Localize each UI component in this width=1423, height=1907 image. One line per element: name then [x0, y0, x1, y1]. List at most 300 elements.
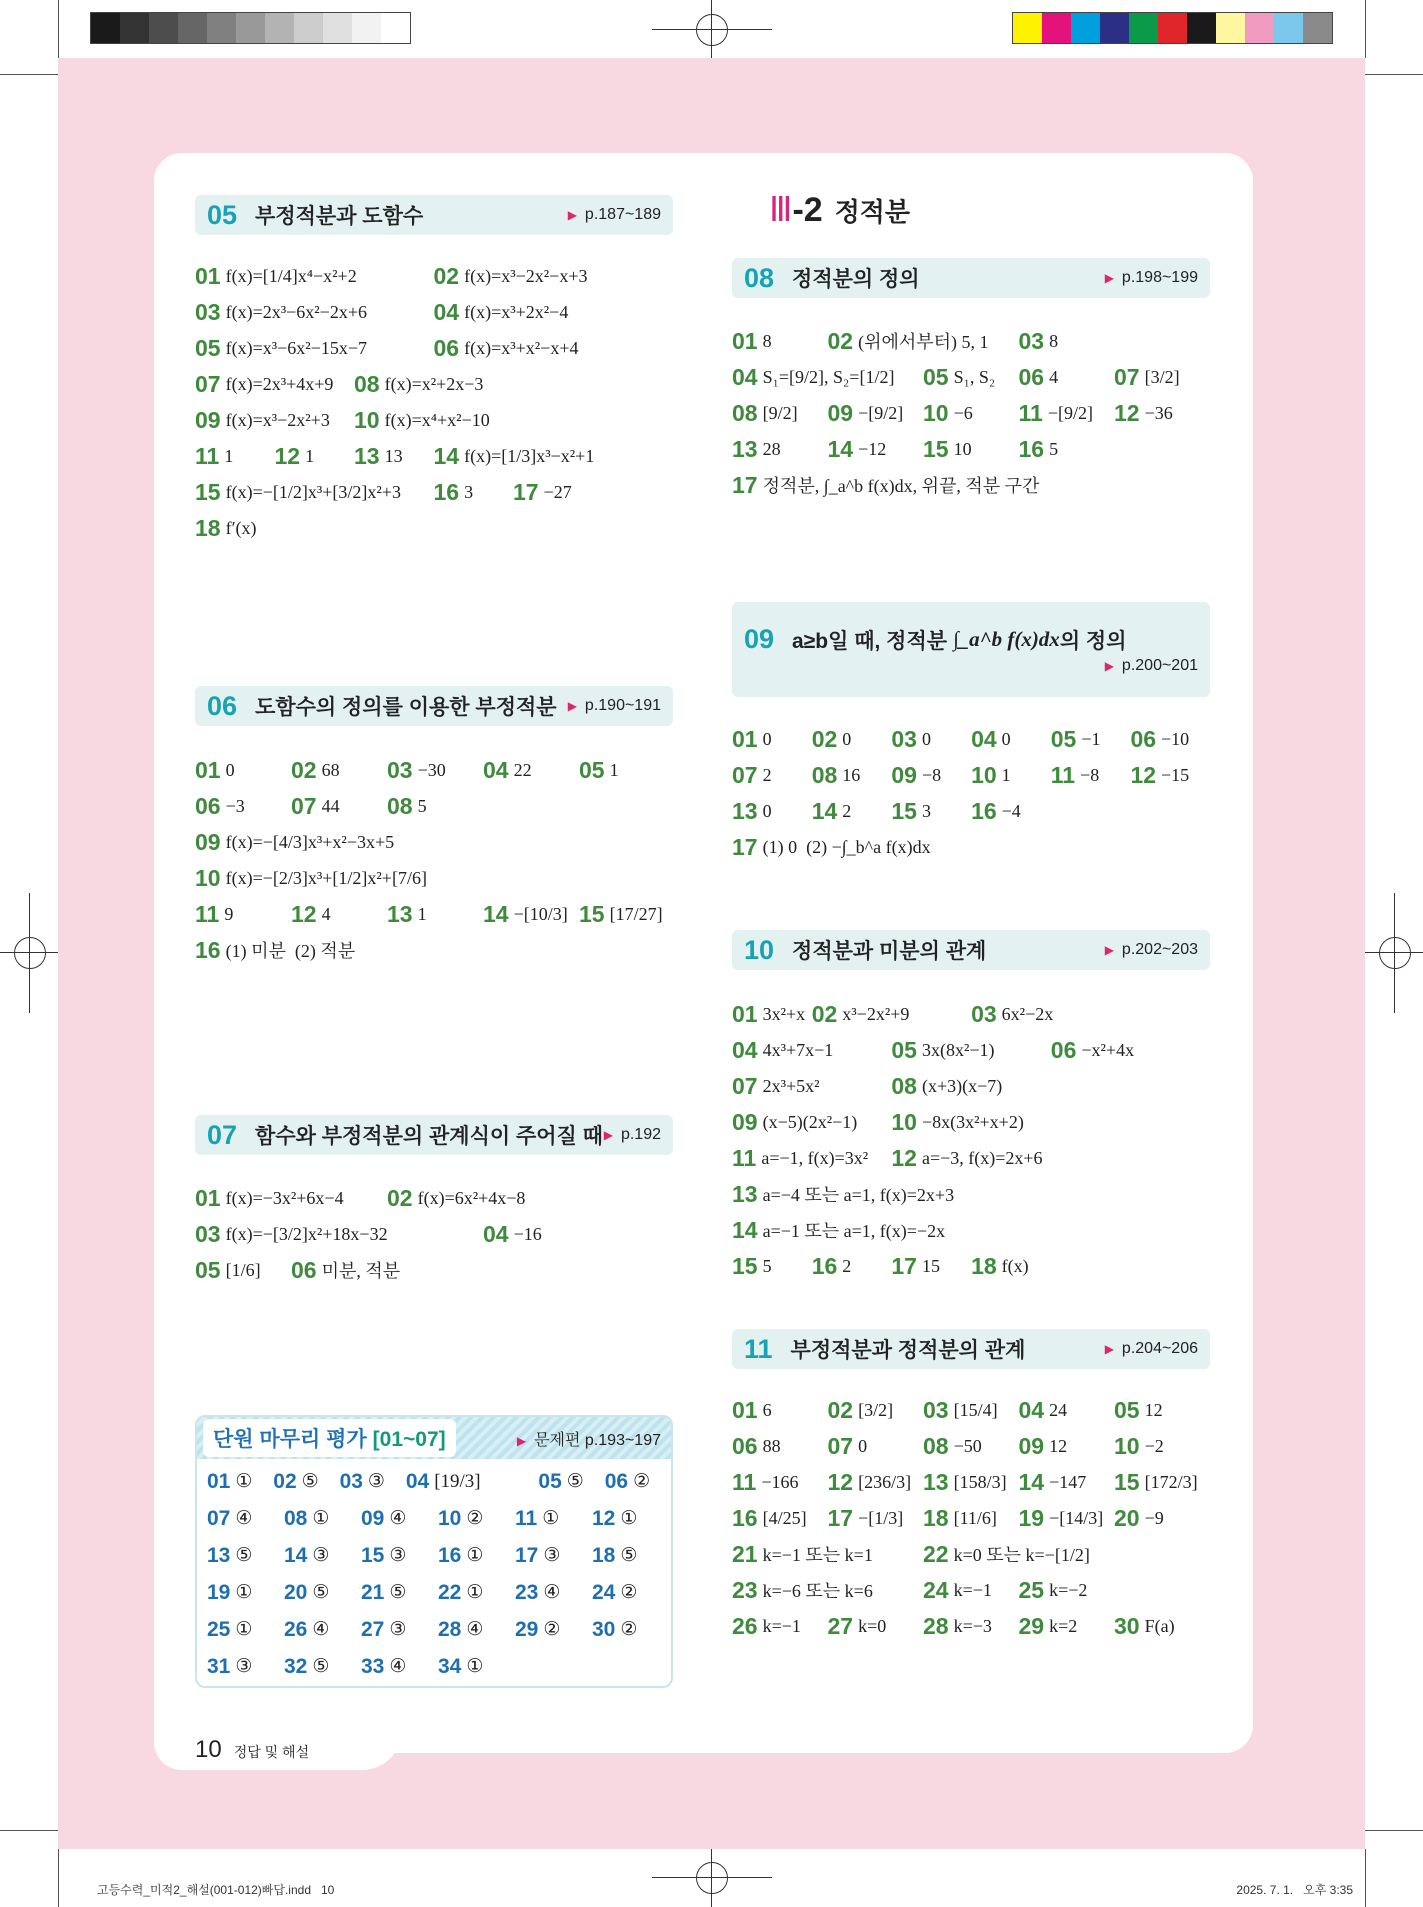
question-number: 09 — [891, 761, 917, 788]
answer-row — [207, 1611, 671, 1648]
question-number: 04 — [971, 725, 997, 752]
page-number: 10 — [195, 1736, 222, 1763]
page-range: p.200~201 — [1121, 657, 1198, 674]
answer-value: S₁, S₂ — [953, 366, 996, 387]
question-number: 11 — [1050, 761, 1076, 788]
question-number: 03 — [1018, 327, 1045, 354]
answer-value: −15 — [1161, 764, 1190, 785]
question-number: 13 — [732, 1180, 758, 1207]
answer-item — [828, 1469, 924, 1496]
question-number: 18 — [971, 1252, 997, 1279]
answer-value: −8 — [921, 764, 942, 785]
question-number: 14 — [483, 900, 509, 927]
answer-value: f(x)=2x³+4x+9 — [225, 373, 334, 394]
section-header-09 — [732, 602, 1210, 697]
answers-07 — [195, 1180, 579, 1288]
answer-value: (1) 미분 (2) 적분 — [225, 941, 356, 961]
answer-row — [207, 1574, 671, 1611]
answer-value: 4x³+7x−1 — [762, 1039, 834, 1060]
color-swatch — [120, 13, 149, 43]
registration-line — [711, 0, 712, 58]
triangle-right-icon: ▶ — [516, 1433, 527, 1448]
answer-value: ④ — [389, 1656, 407, 1677]
question-number: 04 — [732, 363, 758, 390]
answer-row — [732, 431, 1210, 467]
answer-item — [291, 793, 387, 820]
answer-item — [434, 443, 673, 470]
question-number: 28 — [438, 1617, 462, 1641]
section-title: 함수와 부정적분의 관계식이 주어질 때 — [255, 1125, 603, 1148]
answer-row — [195, 510, 672, 546]
question-number: 08 — [923, 1432, 949, 1459]
answer-item — [923, 1469, 1019, 1496]
answer-item — [732, 1613, 828, 1640]
section-title-prefix: a≥b일 때, 정적분 — [792, 629, 953, 653]
answer-value: a=−3, f(x)=2x+6 — [921, 1147, 1043, 1168]
question-number: 04 — [483, 1220, 509, 1247]
question-number: 02 — [273, 1469, 297, 1493]
answer-row — [195, 896, 675, 932]
question-number: 21 — [361, 1580, 385, 1604]
question-number: 07 — [827, 1432, 854, 1459]
question-number: 05 — [195, 1256, 221, 1283]
answer-value: f(x)=−[4/3]x³+x²−3x+5 — [225, 831, 395, 852]
question-number: 11 — [1018, 399, 1043, 426]
answer-row — [732, 757, 1210, 793]
answer-item — [592, 1581, 669, 1605]
answer-item — [732, 798, 812, 825]
answer-item — [195, 757, 291, 784]
answer-value: 0 — [858, 1435, 868, 1456]
answer-row — [195, 438, 672, 474]
answer-row — [732, 1464, 1210, 1500]
answer-item — [387, 757, 483, 784]
answer-value: −27 — [543, 481, 572, 502]
question-number: 09 — [361, 1506, 385, 1530]
answer-item — [732, 1253, 812, 1280]
answer-value: f(x)=−[2/3]x³+[1/2]x²+[7/6] — [225, 867, 427, 888]
answer-value: [172/3] — [1144, 1471, 1198, 1492]
question-number: 16 — [1018, 435, 1045, 462]
question-number: 02 — [827, 327, 854, 354]
answer-value: 0 — [1001, 728, 1011, 749]
answer-value: ③ — [543, 1545, 561, 1566]
answer-value: x³−2x²+9 — [842, 1003, 910, 1024]
question-number: 16 — [433, 478, 460, 505]
answer-value: 0 — [762, 728, 772, 749]
answer-item — [207, 1581, 284, 1605]
answer-value: f(x)=6x²+4x−8 — [417, 1187, 526, 1208]
answer-item — [195, 937, 387, 964]
answer-item — [592, 1507, 669, 1531]
answer-item — [195, 865, 483, 892]
answer-value: f(x)=x³−2x²−x+3 — [464, 265, 588, 286]
question-number: 22 — [438, 1580, 462, 1604]
question-number: 17 — [732, 833, 758, 860]
answer-value: f(x)=x²+2x−3 — [384, 373, 484, 394]
section-header-06 — [195, 686, 673, 726]
page-range: p.198~199 — [1121, 269, 1198, 286]
question-number: 11 — [732, 1468, 757, 1495]
answer-item — [1019, 1469, 1115, 1496]
registration-mark-icon — [14, 937, 46, 969]
question-number: 03 — [891, 725, 917, 752]
answer-value: 16 — [842, 764, 861, 785]
answer-item — [732, 1505, 828, 1532]
answer-item — [1130, 726, 1210, 753]
answer-item — [207, 1470, 273, 1494]
answer-row — [195, 752, 675, 788]
answer-value: 28 — [762, 438, 781, 459]
answer-item — [195, 829, 483, 856]
answer-value: k=−1 — [953, 1579, 992, 1600]
question-number: 25 — [1018, 1576, 1045, 1603]
answer-item — [438, 1581, 515, 1605]
answer-value: [1/6] — [225, 1259, 261, 1280]
question-number: 08 — [811, 761, 838, 788]
answer-row — [732, 1536, 1210, 1572]
answer-item — [483, 901, 579, 928]
answer-value: −[10/3] — [513, 903, 568, 924]
question-number: 16 — [971, 797, 997, 824]
answer-item — [592, 1618, 669, 1642]
question-number: 20 — [1114, 1504, 1140, 1531]
answer-row — [195, 330, 672, 366]
color-swatch — [381, 13, 410, 43]
answer-value: ① — [466, 1545, 484, 1566]
question-number: 08 — [354, 370, 380, 397]
answer-item — [1019, 436, 1115, 463]
answer-value: 4 — [1049, 366, 1059, 387]
answer-value: −166 — [761, 1471, 799, 1492]
question-number: 04 — [732, 1036, 758, 1063]
answer-item — [361, 1581, 438, 1605]
color-swatch — [149, 13, 178, 43]
answer-value: ⑤ — [389, 1582, 407, 1603]
answer-item — [1019, 364, 1115, 391]
triangle-right-icon: ▶ — [1104, 271, 1114, 285]
question-number: 09 — [827, 399, 854, 426]
answer-item — [406, 1470, 539, 1494]
answer-row — [195, 932, 675, 968]
crop-mark — [58, 0, 59, 58]
chapter-name: 정적분 — [834, 197, 911, 227]
question-number: 17 — [827, 1504, 854, 1531]
question-number: 07 — [1114, 363, 1140, 390]
answer-value: k=0 — [858, 1615, 887, 1636]
color-swatch — [1274, 13, 1303, 43]
question-number: 34 — [438, 1654, 462, 1678]
answer-value: [19/3] — [434, 1470, 481, 1492]
question-number: 11 — [195, 442, 220, 469]
answer-value: 68 — [321, 759, 340, 780]
answer-item — [732, 1001, 812, 1028]
answer-item — [1019, 1397, 1115, 1424]
answer-item — [195, 1185, 387, 1212]
question-number: 05 — [538, 1469, 562, 1493]
question-number: 15 — [923, 435, 949, 462]
answer-row — [732, 996, 1210, 1032]
color-swatch — [1245, 13, 1274, 43]
answer-item — [828, 436, 924, 463]
answer-item — [284, 1507, 361, 1531]
page-range: p.202~203 — [1121, 941, 1198, 958]
answer-item — [207, 1507, 284, 1531]
answer-row — [195, 402, 672, 438]
question-number: 11 — [195, 900, 220, 927]
crop-mark — [58, 1849, 59, 1907]
crop-mark — [1365, 0, 1366, 58]
answer-item — [828, 1397, 924, 1424]
answer-item — [891, 1145, 1050, 1172]
answer-item — [732, 436, 828, 463]
question-number: 25 — [207, 1617, 231, 1641]
question-number: 14 — [433, 442, 460, 469]
answer-item — [923, 364, 1019, 391]
answer-item — [971, 1001, 1130, 1028]
answer-item — [732, 1577, 923, 1604]
answer-row — [732, 1176, 1210, 1212]
answer-item — [1114, 1613, 1210, 1640]
question-number: 12 — [1114, 399, 1140, 426]
answer-value: 8 — [1049, 330, 1059, 351]
question-number: 03 — [971, 1000, 997, 1027]
question-number: 10 — [438, 1506, 462, 1530]
answer-item — [1019, 1613, 1115, 1640]
question-number: 07 — [291, 792, 317, 819]
answer-item — [579, 757, 675, 784]
answer-value: 3 — [464, 481, 474, 502]
question-number: 01 — [732, 1396, 758, 1423]
section-number: 08 — [744, 262, 775, 293]
answer-value: 8 — [762, 330, 772, 351]
answer-value: f(x)=x³−6x²−15x−7 — [225, 337, 367, 358]
question-number: 21 — [732, 1540, 758, 1567]
answer-value: f(x)=−3x²+6x−4 — [225, 1187, 344, 1208]
question-number: 03 — [387, 756, 413, 783]
color-swatch — [1303, 13, 1332, 43]
answer-row — [732, 1248, 1210, 1284]
question-number: 07 — [207, 1506, 231, 1530]
answer-item — [195, 299, 434, 326]
question-number: 04 — [1018, 1396, 1045, 1423]
answer-value: 1 — [417, 903, 427, 924]
question-number: 17 — [732, 471, 758, 498]
answer-item — [891, 1109, 1050, 1136]
question-number: 07 — [732, 1072, 758, 1099]
page-range: p.190~191 — [584, 697, 661, 714]
answer-value: 5 — [417, 795, 427, 816]
color-swatch — [91, 13, 120, 43]
answer-value: −147 — [1049, 1471, 1087, 1492]
answer-value: 1 — [609, 759, 619, 780]
answer-item — [483, 1221, 579, 1248]
question-number: 03 — [195, 298, 221, 325]
question-number: 02 — [433, 262, 460, 289]
answer-value: 22 — [513, 759, 532, 780]
answer-value: (위에서부터) 5, 1 — [858, 332, 989, 352]
question-number: 03 — [923, 1396, 949, 1423]
question-number: 06 — [1018, 363, 1045, 390]
answers-05 — [195, 258, 672, 546]
answer-row — [732, 323, 1210, 359]
answer-item — [538, 1470, 604, 1494]
answer-row — [732, 1572, 1210, 1608]
question-number: 03 — [195, 1220, 221, 1247]
answer-value: f(x)=x³+x²−x+4 — [464, 337, 579, 358]
registration-line — [711, 1849, 712, 1907]
answer-row — [732, 793, 1210, 829]
answer-value: −1 — [1081, 728, 1101, 749]
answer-value: f(x)=[1/4]x⁴−x²+2 — [225, 265, 357, 286]
answer-item — [1114, 1505, 1210, 1532]
answer-value: a=−4 또는 a=1, f(x)=2x+3 — [762, 1185, 955, 1205]
answer-value: ③ — [389, 1545, 407, 1566]
answer-row — [732, 1068, 1210, 1104]
answer-item — [732, 400, 828, 427]
answer-value: ③ — [389, 1619, 407, 1640]
answer-row — [207, 1500, 671, 1537]
question-number: 14 — [732, 1216, 758, 1243]
page-reference — [568, 697, 661, 715]
answer-value: −16 — [513, 1223, 542, 1244]
answer-value: 2x³+5x² — [762, 1075, 820, 1096]
section-number: 05 — [207, 199, 238, 230]
section-number: 09 — [744, 624, 775, 654]
question-number: 10 — [195, 864, 221, 891]
question-number: 17 — [513, 478, 539, 505]
question-number: 05 — [195, 334, 221, 361]
answer-item — [434, 263, 593, 290]
answer-item — [284, 1655, 361, 1679]
question-number: 08 — [387, 792, 413, 819]
answer-value: 1 — [1001, 764, 1011, 785]
answer-row — [195, 294, 672, 330]
question-number: 12 — [592, 1506, 616, 1530]
question-number: 09 — [1018, 1432, 1045, 1459]
answer-item — [195, 793, 291, 820]
question-number: 06 — [1130, 725, 1157, 752]
answer-item — [207, 1655, 284, 1679]
question-number: 26 — [732, 1612, 758, 1639]
registration-line — [29, 893, 30, 1013]
answer-value: ① — [235, 1582, 253, 1603]
question-number: 15 — [891, 797, 917, 824]
answer-value: f(x)=[1/3]x³−x²+1 — [464, 445, 595, 466]
answer-value: ⑤ — [566, 1471, 584, 1492]
chapter-number: -2 — [792, 191, 823, 229]
answer-value: [11/6] — [953, 1507, 997, 1528]
answer-item — [438, 1507, 515, 1531]
color-swatch — [294, 13, 323, 43]
section-title: 정적분의 정의 — [792, 268, 920, 291]
section-title: 정적분과 미분의 관계 — [792, 940, 987, 963]
answer-item — [891, 798, 971, 825]
answer-item — [971, 726, 1051, 753]
answer-value: ④ — [312, 1619, 330, 1640]
answer-value: ④ — [543, 1582, 561, 1603]
answer-value: ⑤ — [620, 1545, 638, 1566]
answer-item — [971, 762, 1051, 789]
question-number: 15 — [361, 1543, 385, 1567]
answer-value: −x²+4x — [1081, 1039, 1135, 1060]
answer-row — [207, 1648, 671, 1685]
answer-value: k=−6 또는 k=6 — [762, 1581, 873, 1601]
answer-item — [732, 1037, 891, 1064]
question-number: 01 — [732, 1000, 758, 1027]
question-number: 06 — [604, 1469, 629, 1493]
color-swatch — [207, 13, 236, 43]
answer-value: k=2 — [1049, 1615, 1078, 1636]
answer-value: ② — [543, 1619, 561, 1640]
question-number: 10 — [891, 1108, 917, 1135]
answer-item — [387, 793, 483, 820]
question-number: 01 — [195, 262, 221, 289]
color-swatch — [1187, 13, 1216, 43]
question-number: 17 — [515, 1543, 539, 1567]
question-number: 09 — [195, 406, 221, 433]
question-number: 13 — [732, 797, 758, 824]
answer-item — [923, 1433, 1019, 1460]
answer-value: a=−1, f(x)=3x² — [761, 1147, 869, 1168]
answer-item — [732, 472, 1114, 499]
cmyk-color-bar — [1012, 12, 1333, 44]
answer-row — [207, 1537, 671, 1574]
color-swatch — [265, 13, 294, 43]
answer-item — [923, 1541, 1114, 1568]
answer-item — [1114, 1397, 1210, 1424]
answer-item — [434, 479, 514, 506]
answer-row — [195, 1216, 579, 1252]
question-number: 10 — [923, 399, 949, 426]
answer-value: −8 — [1080, 764, 1100, 785]
question-number: 27 — [361, 1617, 385, 1641]
answer-row — [732, 829, 1210, 865]
grayscale-color-bar — [90, 12, 411, 44]
answer-value: k=−2 — [1049, 1579, 1088, 1600]
answer-value: ⑤ — [301, 1471, 319, 1492]
answer-item — [515, 1507, 592, 1531]
answer-item — [1114, 400, 1210, 427]
answer-item — [438, 1655, 515, 1679]
triangle-right-icon: ▶ — [1104, 943, 1114, 957]
color-swatch — [1013, 13, 1042, 43]
crop-mark — [0, 1830, 58, 1831]
answer-item — [812, 798, 892, 825]
answer-row — [195, 788, 675, 824]
color-swatch — [1129, 13, 1158, 43]
question-number: 23 — [732, 1576, 758, 1603]
answer-item — [1114, 364, 1210, 391]
question-number: 02 — [811, 1000, 838, 1027]
color-swatch — [178, 13, 207, 43]
question-number: 14 — [811, 797, 838, 824]
answer-value: −[9/2] — [858, 402, 904, 423]
answer-value: −9 — [1144, 1507, 1164, 1528]
crop-mark — [1365, 74, 1423, 75]
question-number: 14 — [1018, 1468, 1045, 1495]
page-reference — [1105, 941, 1198, 959]
question-number: 30 — [1114, 1612, 1140, 1639]
answer-value: [236/3] — [858, 1471, 912, 1492]
answer-row — [732, 1428, 1210, 1464]
answer-item — [828, 328, 1019, 355]
answer-value: ③ — [312, 1545, 330, 1566]
page-reference — [604, 1126, 661, 1144]
question-number: 13 — [207, 1543, 231, 1567]
answer-value: 3x²+x — [762, 1003, 806, 1024]
section-number: 11 — [744, 1333, 773, 1364]
